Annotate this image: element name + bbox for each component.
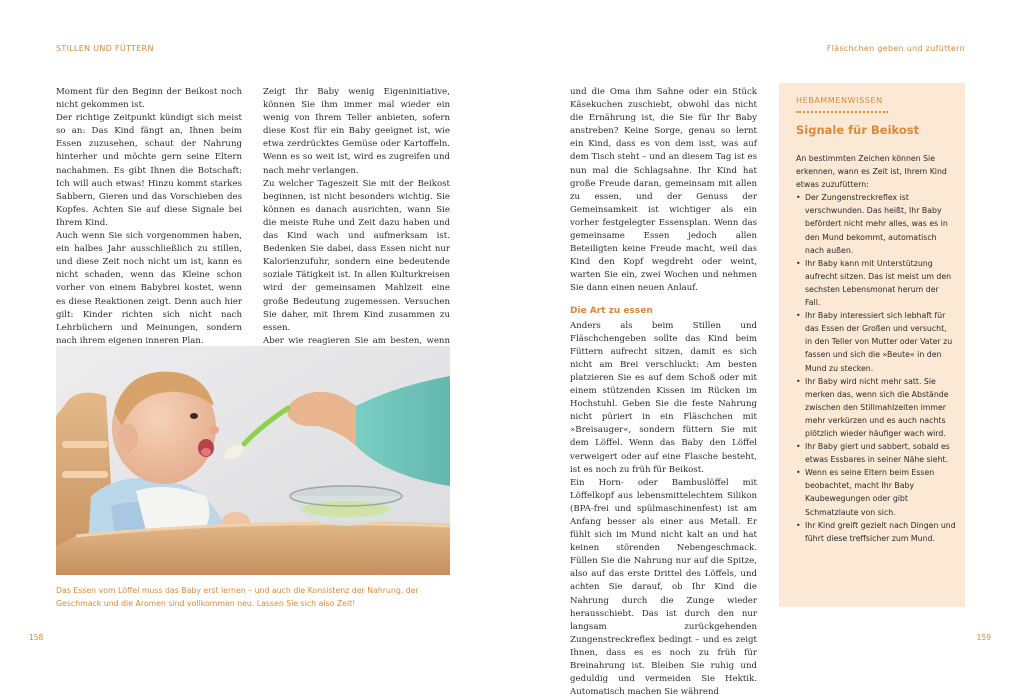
body-paragraph: Der richtige Zeitpunkt kündigt sich meist so an: Das Kind fängt an, Ihnen beim Essen zuzusehen, schaut der Nahrung hinterher und möchte gern seine Eltern nachahmen. Es gibt Ihnen die Botschaft: Ich will auch etwas! Hinzu kommt starkes Sabbern, Gieren und das Vorschieben des Kopfes. Achten Sie auf diese Signale bei Ihrem Kind. — [56, 113, 242, 228]
section-subheading: Die Art zu essen — [570, 305, 653, 316]
baby-feeding-photo — [56, 346, 450, 575]
photo-caption: Das Essen vom Löffel muss das Baby erst lernen – und auch die Konsistenz der Nahrung, der Geschmack und die Aromen sind vollkommen neu. Lassen Sie sich also Zeit! — [56, 586, 419, 608]
body-paragraph: Zeigt Ihr Baby wenig Eigeninitiative, können Sie ihm immer mal wieder ein wenig von Ihrem Teller anbieten, sofern diese Kost für ein Baby geeignet ist, wie etwa zerdrücktes Gemüse oder Kartoffeln. Wenn es so weit ist, wird es zugreifen und nach mehr verlangen. — [263, 87, 450, 176]
sidebar-intro: An bestimmten Zeichen können Sie erkennen, wann es Zeit ist, Ihrem Kind etwas zuzufüttern: — [796, 154, 947, 190]
left-page-column-2 — [263, 86, 450, 374]
body-paragraph: Moment für den Beginn der Beikost noch nicht gekommen ist. — [56, 87, 242, 111]
page-number-right: 159 — [976, 633, 991, 642]
running-title-left: STILLEN UND FÜTTERN — [56, 44, 154, 53]
left-page-column-1 — [56, 86, 242, 348]
body-paragraph: Anders als beim Stillen und Fläschchengeben sollte das Kind beim Füttern aufrecht sitzen, damit es sich nicht am Brei verschluckt: Am besten platzieren Sie es auf dem Schoß oder mit einem stützenden Kissen im Rücken im Hochstuhl. Geben Sie die feste Nahrung nicht püriert in ein Fläschchen mit »Breisauger«, sondern füttern Sie mit dem Löffel. Wenn das Baby den Löffel verweigert oder auf eine Flasche besteht, ist es noch zu früh für Beikost. — [570, 320, 757, 475]
signal-list — [796, 191, 956, 545]
list-item: • Ihr Baby giert und sabbert, sobald es etwas Essbares in seiner Nähe sieht. — [796, 440, 956, 466]
body-paragraph: Zu welcher Tageszeit Sie mit der Beikost beginnen, ist nicht besonders wichtig. Sie können es danach ausrichten, wann Sie die meiste Ruhe und Zeit dazu haben und das Kind wach und aufmerksam ist. Bedenken Sie dabei, dass Essen nicht nur Kalorienzufuhr, sondern eine bedeutende soziale Tätigkeit ist. In allen Kulturkreisen wird der gemeinsamen Mahlzeit eine große Bedeutung zugemessen. Versuchen Sie daher, mit Ihrem Kind zusammen zu essen. — [263, 178, 450, 333]
hebammenwissen-sidebar — [779, 83, 965, 607]
right-page-column — [570, 86, 757, 699]
sidebar-label: HEBAMMENWISSEN — [796, 96, 883, 105]
running-title-right: Fläschchen geben und zufüttern — [826, 44, 965, 53]
list-item: • Ihr Baby kann mit Unterstützung aufrecht sitzen. Das ist meist um den sechsten Lebensmonat herum der Fall. — [796, 257, 956, 309]
body-paragraph: Auch wenn Sie sich vorgenommen haben, ein halbes Jahr ausschließlich zu stillen, und diese Zeit noch nicht um ist, kann es nicht schaden, wenn das Kleine schon vorher von einem Babybrei kostet, wenn es diese Reaktionen zeigt. Denn auch hier gilt: Kinder richten sich nicht nach Lehrbüchern und Meinungen, sondern nach ihrem eigenen inneren Plan. — [56, 231, 242, 346]
body-paragraph: Aber wie reagieren Sie am besten, wenn — [263, 335, 450, 346]
sidebar-title: Signale für Beikost — [796, 123, 920, 137]
sidebar-body — [796, 152, 956, 545]
list-item: • Ihr Baby wird nicht mehr satt. Sie merken das, wenn sich die Abstände zwischen den Stillmahlzeiten immer mehr verkürzen und es auch nachts plötzlich wieder häufiger wach wird. — [796, 375, 956, 440]
dotted-divider — [796, 111, 888, 113]
list-item: • Der Zungenstreckreflex ist verschwunden. Das heißt, Ihr Baby befördert nicht mehr alles, was es in den Mund bekommt, automatisch nach außen. — [796, 191, 956, 256]
list-item: • Wenn es seine Eltern beim Essen beobachtet, macht Ihr Baby Kaubewegungen oder gibt Schmatzlaute von sich. — [796, 466, 956, 518]
list-item: • Ihr Kind greift gezielt nach Dingen und führt diese treffsicher zum Mund. — [796, 519, 956, 545]
list-item: • Ihr Baby interessiert sich lebhaft für das Essen der Großen und versucht, in den Teller von Mutter oder Vater zu fassen und sich die »Beute« in den Mund zu stecken. — [796, 309, 956, 374]
body-paragraph: Ein Horn- oder Bambuslöffel mit Löffelkopf aus lebensmittelechtem Silikon (BPA-frei und spülmaschinenfest) ist am Anfang besser als einer aus Metall. Er fühlt sich im Mund nicht kalt an und hat keinen störenden Nebengeschmack. Füllen Sie die Nahrung nur auf die Spitze, also auf das erste Drittel des Löffels, und achten Sie darauf, ob Ihr Kind die Nahrung durch die Zunge wieder herausschiebt. Das ist durch den nur langsam zurückgehenden Zungenstreckreflex bedingt – und es zeigt Ihnen, dass es es noch zu früh für Breinahrung ist. Bleiben Sie ruhig und geduldig und vermeiden Sie Hektik. Automatisch machen Sie während — [570, 477, 757, 698]
page-number-left: 158 — [29, 633, 44, 642]
body-paragraph: und die Oma ihm Sahne oder ein Stück Käsekuchen zuschiebt, obwohl das nicht die Ernährung ist, die Sie für Ihr Baby anstreben? Keine Sorge, genau so lernt ein Kind, dass es von dem isst, was auf dem Tisch steht – und an diesem Tag ist es nun mal die Schlagsahne. Ihr Kind hat große Freude daran, gemeinsam mit allen zu essen, und der Genuss der Gemeinsamkeit ist wichtiger als ein vorher festgelegter Essensplan. Wenn das gemeinsame Essen jedoch allen Beteiligten keine Freude macht, weil das Kind den Kopf wegdreht oder weint, warten Sie ein, zwei Wochen und nehmen Sie dann einen neuen Anlauf. — [570, 87, 757, 294]
